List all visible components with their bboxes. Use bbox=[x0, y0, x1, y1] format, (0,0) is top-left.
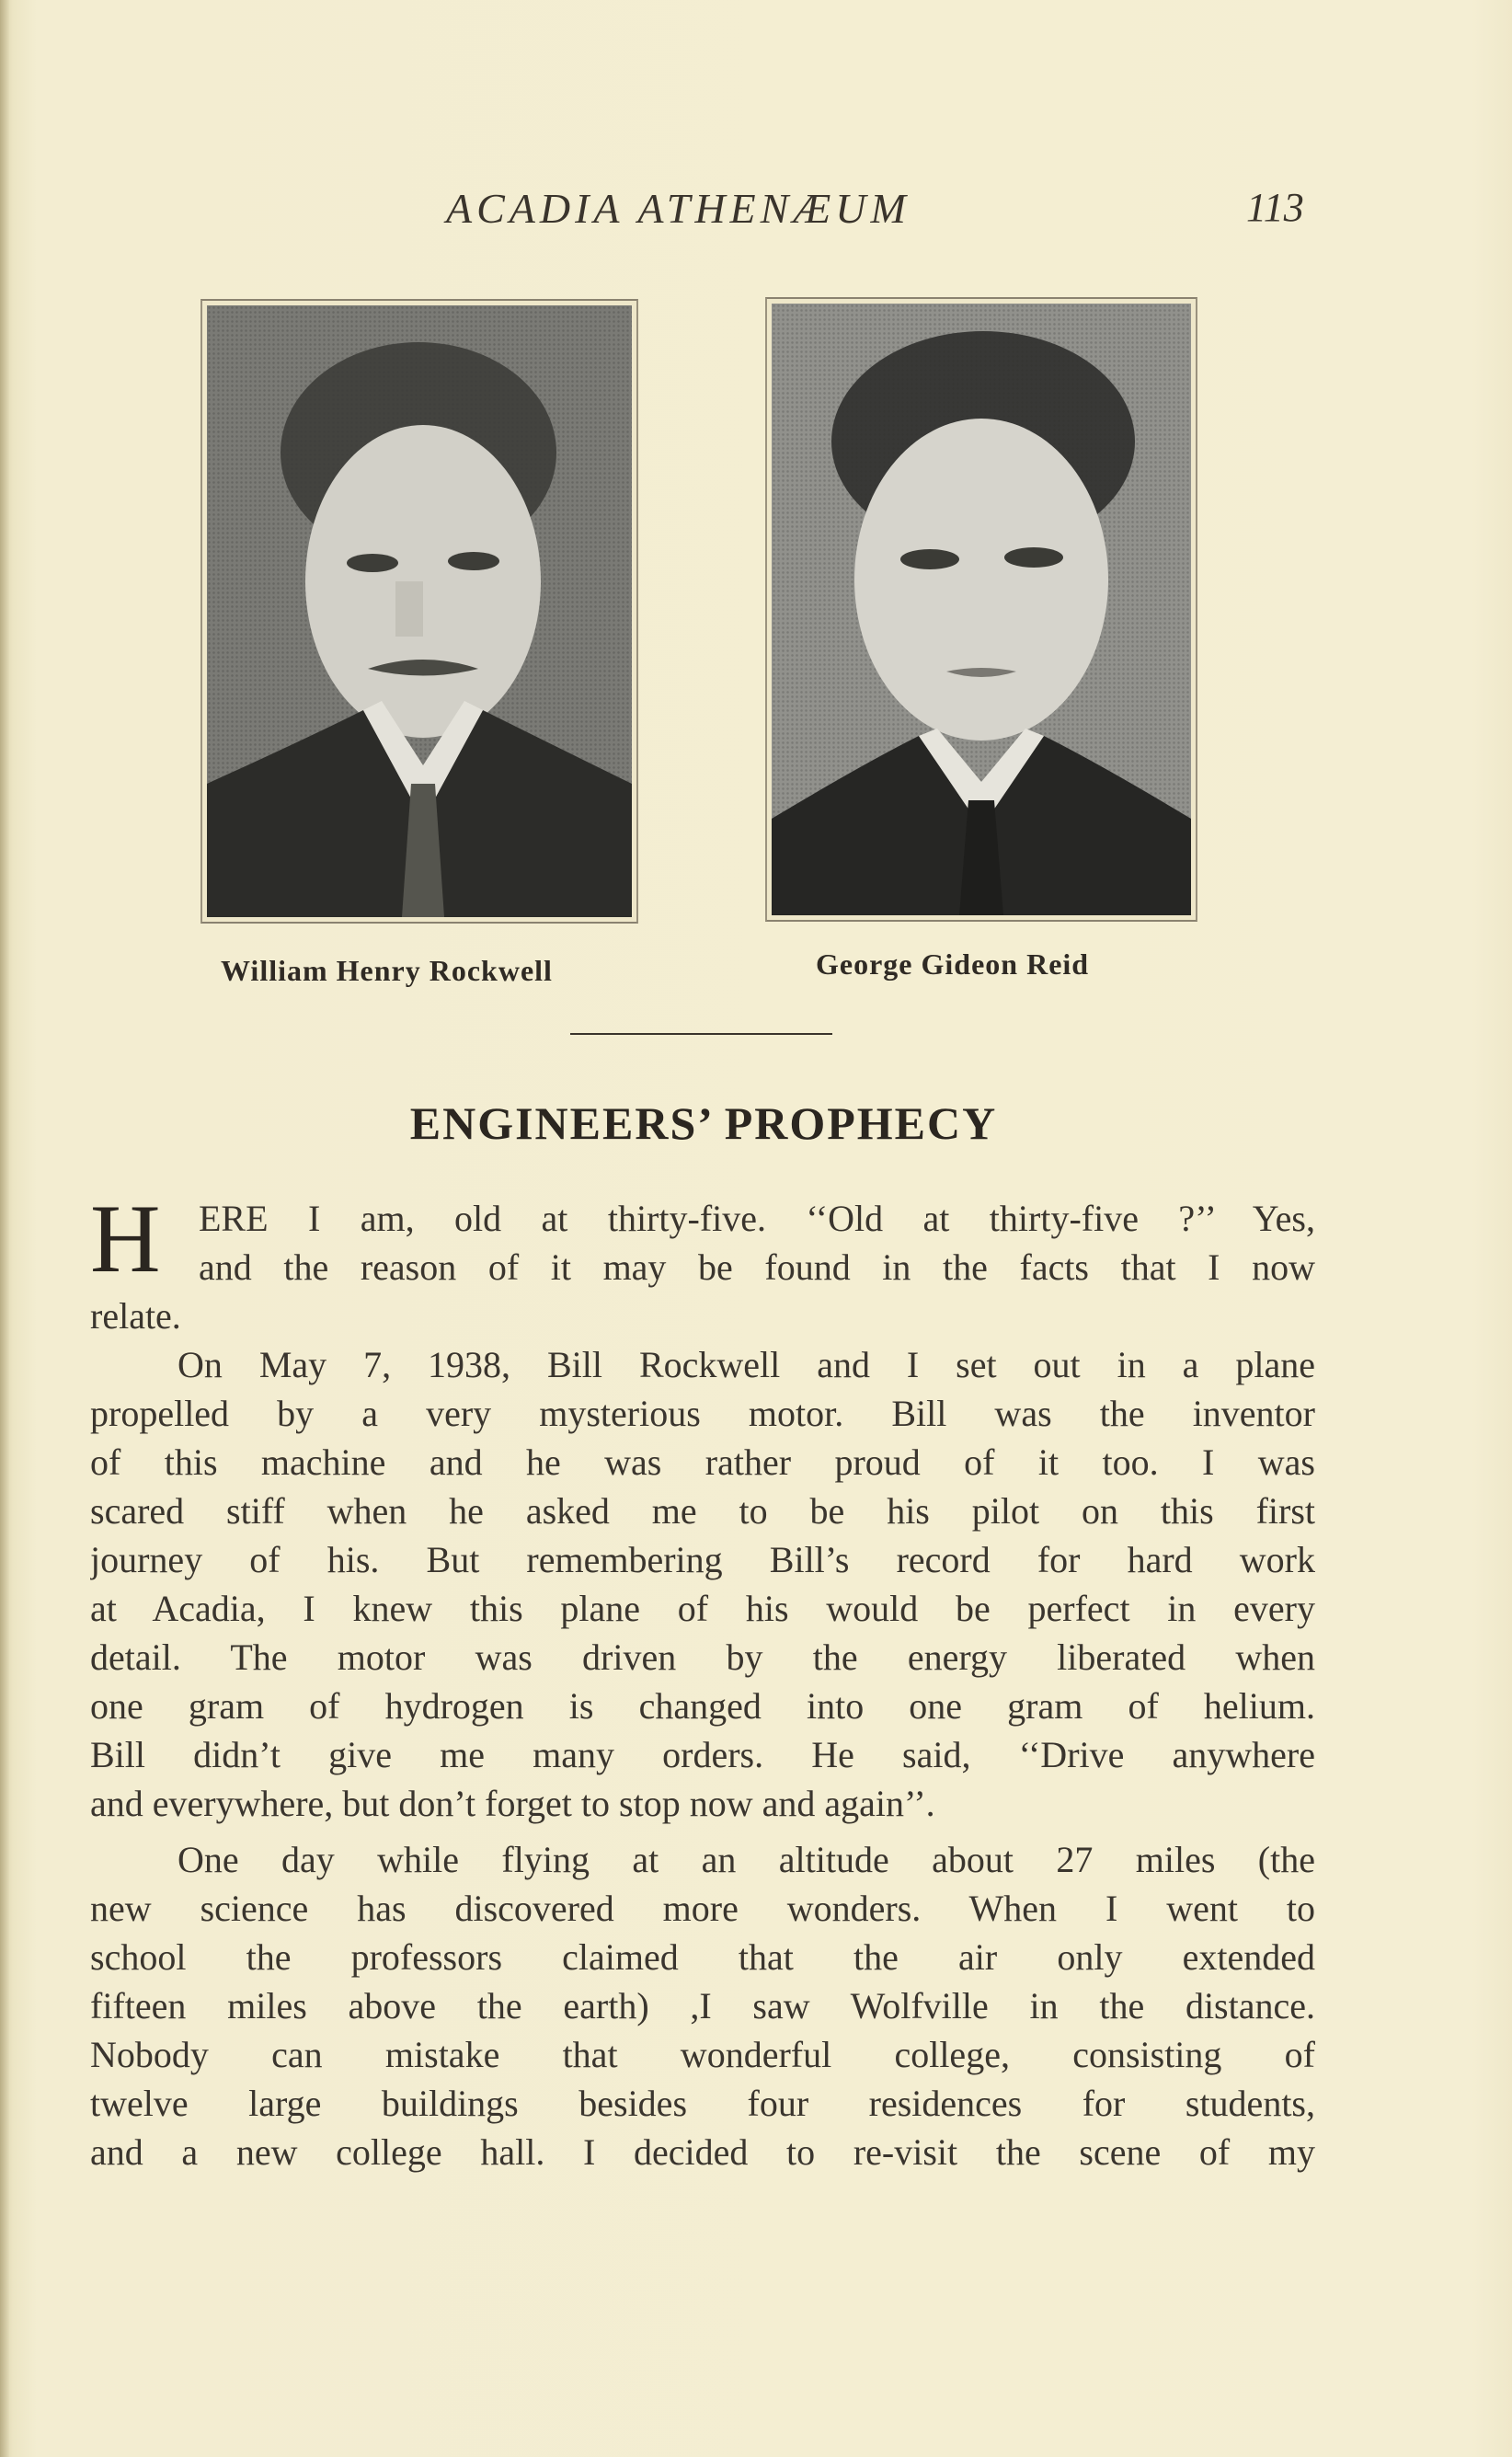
drop-cap: H bbox=[90, 1185, 161, 1292]
article-title: ENGINEERS’ PROPHECY bbox=[409, 1097, 998, 1149]
text-line: new science has discovered more wonders. When I went to bbox=[90, 1888, 1315, 1929]
portrait-rockwell-illustration bbox=[207, 305, 632, 917]
page-number: 113 bbox=[1246, 185, 1304, 230]
text-line: twelve large buildings besides four residences for students, bbox=[90, 2083, 1315, 2124]
text-line: and a new college hall. I decided to re-visit the scene of my bbox=[90, 2131, 1315, 2173]
text-line: detail. The motor was driven by the energy liberated when bbox=[90, 1636, 1315, 1678]
portrait-reid-illustration bbox=[772, 304, 1191, 915]
text-line: relate. bbox=[90, 1295, 181, 1337]
portrait-reid-image bbox=[772, 304, 1191, 915]
text-line: propelled by a very mysterious motor. Bill was the inventor bbox=[90, 1393, 1315, 1434]
paragraph-3 bbox=[90, 1835, 1315, 2176]
page-spine-shadow bbox=[0, 0, 9, 2457]
text-line: On May 7, 1938, Bill Rockwell and I set out in a plane bbox=[178, 1344, 1315, 1385]
text-line: ERE I am, old at thirty-five. ‘‘Old at thirty-five ?’’ Yes, bbox=[199, 1198, 1315, 1239]
text-line: school the professors claimed that the air only extended bbox=[90, 1936, 1315, 1978]
article-body bbox=[90, 1194, 1315, 2176]
paragraph-gap bbox=[90, 1828, 1315, 1835]
portrait-rockwell bbox=[200, 299, 638, 924]
text-line: journey of his. But remembering Bill’s record for hard work bbox=[90, 1539, 1315, 1580]
text-line: fifteen miles above the earth) ,I saw Wolfville in the distance. bbox=[90, 1985, 1315, 2026]
text-line: One day while flying at an altitude about 27 miles (the bbox=[178, 1839, 1315, 1880]
portrait-caption-rockwell: William Henry Rockwell bbox=[221, 954, 553, 987]
running-head: ACADIA ATHENÆUM bbox=[446, 185, 911, 232]
text-line: and everywhere, but don’t forget to stop now and again’’. bbox=[90, 1783, 935, 1824]
paragraph-1 bbox=[90, 1194, 1315, 1340]
portrait-reid bbox=[765, 297, 1197, 922]
text-line: of this machine and he was rather proud of it too. I was bbox=[90, 1441, 1315, 1483]
portrait-rockwell-image bbox=[207, 305, 632, 917]
text-line: and the reason of it may be found in the facts that I now bbox=[199, 1246, 1315, 1288]
text-line: Bill didn’t give me many orders. He said, ‘‘Drive anywhere bbox=[90, 1734, 1315, 1775]
paragraph-2 bbox=[90, 1340, 1315, 1828]
text-line: Nobody can mistake that wonderful college, consisting of bbox=[90, 2034, 1315, 2075]
text-line: scared stiff when he asked me to be his pilot on this first bbox=[90, 1490, 1315, 1532]
section-divider bbox=[570, 1033, 832, 1035]
portrait-caption-reid: George Gideon Reid bbox=[816, 947, 1090, 981]
text-line: at Acadia, I knew this plane of his would be perfect in every bbox=[90, 1588, 1315, 1629]
text-line: one gram of hydrogen is changed into one gram of helium. bbox=[90, 1685, 1315, 1727]
